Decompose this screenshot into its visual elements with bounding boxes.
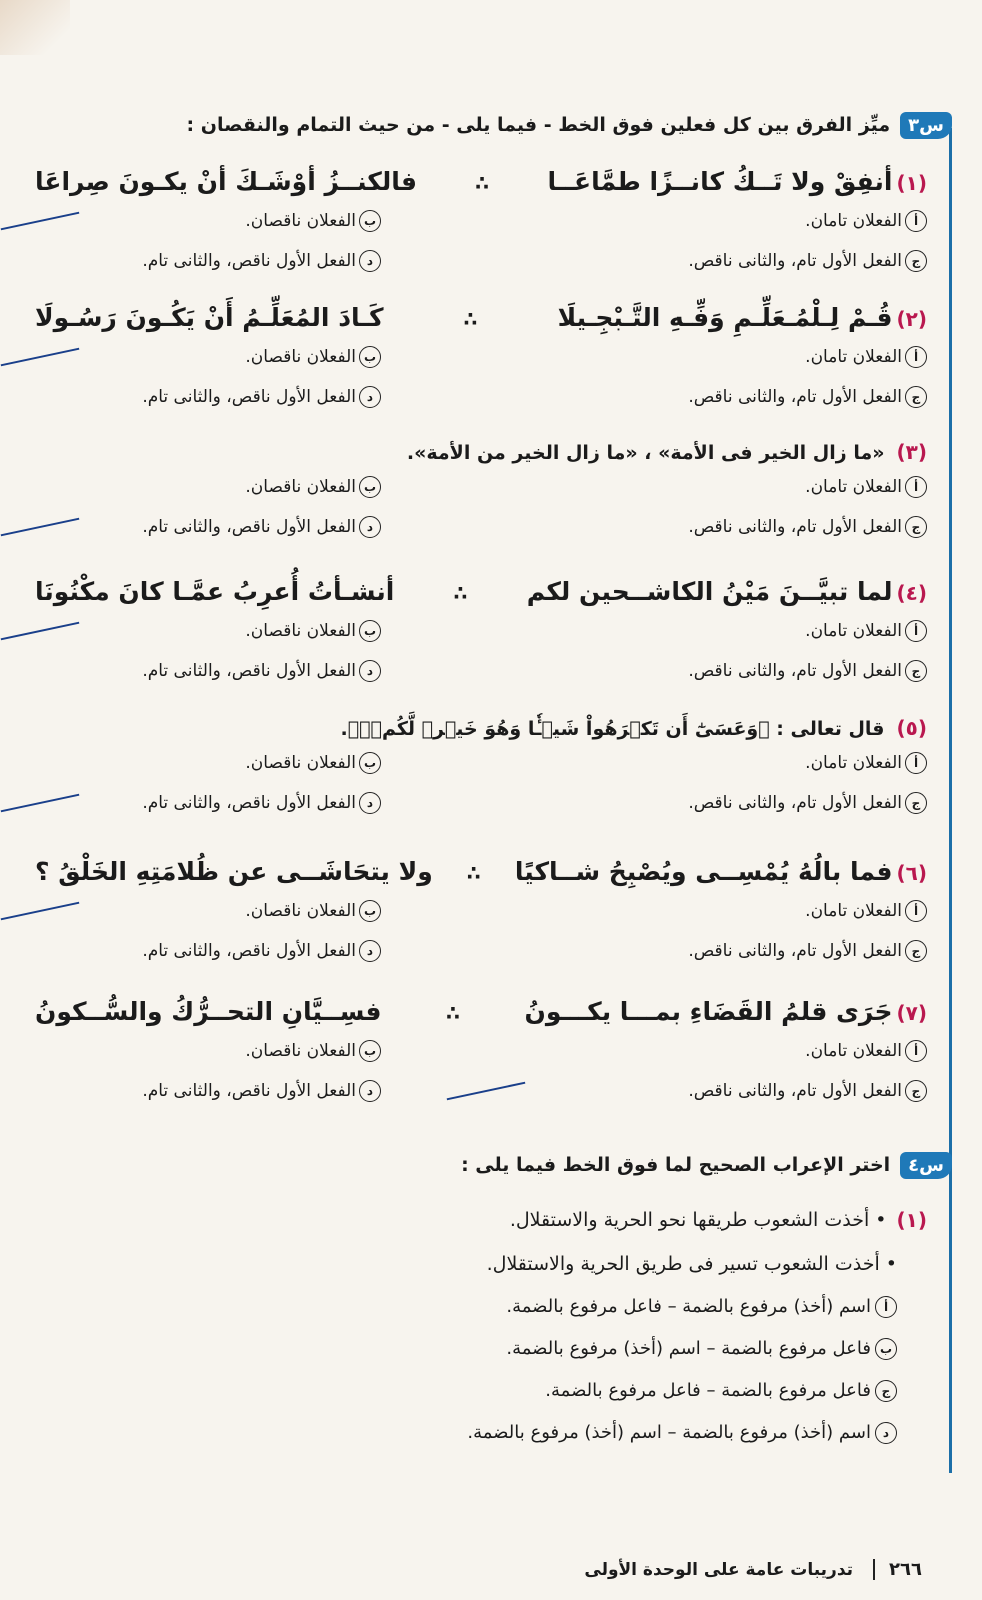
option-letter: أ (905, 752, 927, 774)
q3-option-c-text: الفعل الأول تام، والثانى ناقص. (688, 517, 902, 537)
q3-option-c-text: الفعل الأول تام، والثانى ناقص. (688, 941, 902, 961)
option-letter: ب (359, 620, 381, 642)
verse-hemistich-2: ولا يتحَاشَــى عن ظُلامَتِهِ الخَلْقُ ؟ (35, 857, 433, 886)
q3-option-a[interactable] (481, 618, 927, 644)
q3-item (35, 990, 927, 1104)
q3-item-number: (٥) (896, 716, 927, 740)
q3-options (35, 344, 927, 410)
q3-option-c[interactable] (481, 790, 927, 816)
q3-option-a-text: الفعلان تامان. (805, 901, 902, 921)
paper-corner (0, 0, 70, 55)
q3-option-a-text: الفعلان تامان. (805, 347, 902, 367)
q4-option-a-text: اسم (أخذ) مرفوع بالضمة – فاعل مرفوع بالضمة. (506, 1296, 871, 1317)
q3-item (35, 434, 927, 540)
q3-options (35, 898, 927, 964)
option-letter: ب (359, 346, 381, 368)
q4-sentence-2-text: • أخذت الشعوب تسير فى طريق الحرية والاستقلال. (486, 1253, 897, 1275)
q4-option-d-text: اسم (أخذ) مرفوع بالضمة – اسم (أخذ) مرفوع بالضمة. (467, 1422, 871, 1443)
q3-option-b[interactable] (35, 1038, 481, 1064)
q3-option-d-text: الفعل الأول ناقص، والثانى تام. (142, 251, 356, 271)
q3-item-stem (35, 296, 927, 340)
option-letter: أ (905, 1040, 927, 1062)
q3-option-d[interactable] (35, 790, 481, 816)
q3-option-d[interactable] (35, 514, 481, 540)
pen-mark (1, 212, 80, 231)
q4-option-c-text: فاعل مرفوع بالضمة – فاعل مرفوع بالضمة. (545, 1380, 871, 1401)
option-letter: د (359, 660, 381, 682)
q3-option-a-text: الفعلان تامان. (805, 1041, 902, 1061)
q3-option-a-text: الفعلان تامان. (805, 211, 902, 231)
q3-options (35, 474, 927, 540)
page-number: ٢٦٦ (873, 1559, 922, 1580)
option-letter: د (875, 1422, 897, 1444)
therefore-symbol: ∴ (475, 171, 490, 195)
footer-label: تدريبات عامة على الوحدة الأولى (584, 1559, 854, 1580)
q3-option-b-text: الفعلان ناقصان. (245, 901, 356, 921)
q3-option-d-text: الفعل الأول ناقص، والثانى تام. (142, 661, 356, 681)
q3-option-a-text: الفعلان تامان. (805, 621, 902, 641)
q3-item-stem (35, 710, 927, 746)
verse-hemistich-2: أنشـأتُ أُعرِبُ عمَّـا كانَ مكْنُونَا (35, 577, 395, 606)
option-letter: ج (905, 1080, 927, 1102)
q4-header (461, 1148, 952, 1182)
option-letter: ج (905, 660, 927, 682)
q3-item (35, 570, 927, 684)
q3-item (35, 296, 927, 410)
q3-option-b[interactable] (35, 474, 481, 500)
q3-item-stem (35, 990, 927, 1034)
q3-item-number: (٣) (896, 440, 927, 464)
option-letter: ب (359, 900, 381, 922)
q3-options (35, 750, 927, 816)
q3-option-d-text: الفعل الأول ناقص، والثانى تام. (142, 793, 356, 813)
q3-option-a[interactable] (481, 474, 927, 500)
verse-hemistich-2: كَـادَ المُعَلِّـمُ أَنْ يَكُـونَ رَسُـولَا (35, 303, 384, 332)
q3-option-b-text: الفعلان ناقصان. (245, 1041, 356, 1061)
q4-sentence-1-text: • أخذت الشعوب طريقها نحو الحرية والاستقلال. (509, 1209, 887, 1231)
option-letter: د (359, 940, 381, 962)
q3-option-c-text: الفعل الأول تام، والثانى ناقص. (688, 251, 902, 271)
verse-hemistich-1: أنفِقْ ولا تَــكُ كانــزًا طمَّاعَــا (547, 167, 893, 196)
option-letter: د (359, 386, 381, 408)
q3-item-stem (35, 160, 927, 204)
q3-option-c[interactable] (481, 384, 927, 410)
q4-title: اختر الإعراب الصحيح لما فوق الخط فيما يلى : (461, 1154, 891, 1176)
q4-item (35, 1198, 927, 1454)
therefore-symbol: ∴ (453, 581, 468, 605)
q3-option-c-text: الفعل الأول تام، والثانى ناقص. (688, 387, 902, 407)
option-letter: أ (905, 620, 927, 642)
option-letter: أ (905, 210, 927, 232)
q3-item-number: (١) (896, 171, 927, 195)
q3-option-b-text: الفعلان ناقصان. (245, 347, 356, 367)
q3-option-c[interactable] (481, 658, 927, 684)
q4-badge: س٤ (900, 1152, 952, 1179)
q3-item (35, 160, 927, 274)
option-letter: د (359, 792, 381, 814)
q3-option-c[interactable] (481, 938, 927, 964)
q4-option-a[interactable] (35, 1286, 927, 1328)
q3-option-c-text: الفعل الأول تام، والثانى ناقص. (688, 661, 902, 681)
option-letter: أ (905, 900, 927, 922)
q3-option-d[interactable] (35, 938, 481, 964)
q3-options (35, 208, 927, 274)
q3-option-c[interactable] (481, 1078, 927, 1104)
q3-options (35, 1038, 927, 1104)
q3-item-number: (٧) (896, 1001, 927, 1025)
verse-hemistich-1: فما بالُهُ يُمْسِــى ويُصْبِحُ شــاكيًا (514, 857, 893, 886)
option-letter: ج (905, 386, 927, 408)
q3-option-d-text: الفعل الأول ناقص، والثانى تام. (142, 941, 356, 961)
q3-item (35, 710, 927, 816)
q3-option-b[interactable] (35, 344, 481, 370)
pen-mark (1, 518, 80, 537)
verse-hemistich-1: لما تبيَّــنَ مَيْنُ الكاشــحين لكم (526, 577, 893, 606)
q4-option-b[interactable] (35, 1328, 927, 1370)
q3-title: ميِّز الفرق بين كل فعلين فوق الخط - فيما يلى - من حيث التمام والنقصان : (186, 114, 891, 136)
q3-option-b[interactable] (35, 750, 481, 776)
q4-option-b-text: فاعل مرفوع بالضمة – اسم (أخذ) مرفوع بالضمة. (506, 1338, 871, 1359)
option-letter: ب (359, 752, 381, 774)
option-letter: ب (875, 1338, 897, 1360)
q3-option-b[interactable] (35, 618, 481, 644)
option-letter: ب (359, 476, 381, 498)
q3-option-a-text: الفعلان تامان. (805, 477, 902, 497)
q3-option-c[interactable] (481, 514, 927, 540)
option-letter: ج (875, 1380, 897, 1402)
q3-item-number: (٦) (896, 861, 927, 885)
option-letter: د (359, 250, 381, 272)
q3-option-b-text: الفعلان ناقصان. (245, 211, 356, 231)
pen-mark (1, 348, 80, 367)
q3-options (35, 618, 927, 684)
q3-option-d[interactable] (35, 1078, 481, 1104)
q3-option-b-text: الفعلان ناقصان. (245, 621, 356, 641)
therefore-symbol: ∴ (463, 307, 478, 331)
q3-option-a[interactable] (481, 1038, 927, 1064)
q3-item-number: (٢) (896, 307, 927, 331)
pen-mark (1, 902, 80, 921)
option-letter: ب (359, 210, 381, 232)
q3-header (187, 108, 952, 142)
option-letter: ج (905, 792, 927, 814)
q3-option-a[interactable] (481, 208, 927, 234)
q3-option-b-text: الفعلان ناقصان. (245, 753, 356, 773)
q3-option-a[interactable] (481, 344, 927, 370)
q4-item-number: (١) (896, 1208, 927, 1232)
option-letter: أ (875, 1296, 897, 1318)
q3-option-b[interactable] (35, 898, 481, 924)
q4-option-d[interactable] (35, 1412, 927, 1454)
option-letter: ب (359, 1040, 381, 1062)
verse-hemistich-2: فسِــيَّانِ التحــرُّكُ والسُّــكونُ (35, 997, 382, 1026)
q3-item-stem (35, 434, 927, 470)
q3-item-number: (٤) (896, 581, 927, 605)
option-letter: ج (905, 940, 927, 962)
option-letter: د (359, 1080, 381, 1102)
q3-option-d-text: الفعل الأول ناقص، والثانى تام. (142, 517, 356, 537)
q3-item-text: قال تعالى : ﴿وَعَسَىٰٓ أَن تَكۡرَهُواْ شَيۡـٔٗا وَهُوَ خَيۡرٞ لَّكُمۡۖ﴾. (340, 718, 885, 740)
option-letter: ج (905, 250, 927, 272)
option-letter: أ (905, 476, 927, 498)
pen-mark (1, 794, 80, 813)
q4-sentence-2 (35, 1242, 927, 1286)
verse-hemistich-1: قُـمْ لِـلْمُـعَلِّـمِ وَفِّـهِ التَّـبْجِـيلَا (557, 303, 893, 332)
q3-option-d[interactable] (35, 384, 481, 410)
q3-item (35, 850, 927, 964)
q3-option-d-text: الفعل الأول ناقص، والثانى تام. (142, 1081, 356, 1101)
q3-option-a[interactable] (481, 750, 927, 776)
q3-option-d-text: الفعل الأول ناقص، والثانى تام. (142, 387, 356, 407)
q3-item-stem (35, 850, 927, 894)
option-letter: د (359, 516, 381, 538)
q3-item-stem (35, 570, 927, 614)
q3-badge: س٣ (900, 112, 952, 139)
q3-option-d[interactable] (35, 658, 481, 684)
q3-option-b-text: الفعلان ناقصان. (245, 477, 356, 497)
q3-option-c[interactable] (481, 248, 927, 274)
margin-rule (949, 128, 952, 1473)
therefore-symbol: ∴ (446, 1001, 460, 1025)
pen-mark (1, 622, 80, 641)
option-letter: ج (905, 516, 927, 538)
q3-item-text: «ما زال الخير فى الأمة» ، «ما زال الخير من الأمة». (406, 442, 885, 464)
q3-option-c-text: الفعل الأول تام، والثانى ناقص. (688, 793, 902, 813)
therefore-symbol: ∴ (466, 861, 481, 885)
option-letter: أ (905, 346, 927, 368)
q3-option-a[interactable] (481, 898, 927, 924)
q3-option-b[interactable] (35, 208, 481, 234)
verse-hemistich-2: فالكنــزُ أوْشَـكَ أنْ يكـونَ صِراعَا (35, 167, 417, 196)
q3-option-c-text: الفعل الأول تام، والثانى ناقص. (688, 1081, 902, 1101)
verse-hemistich-1: جَرَى قلمُ القَضَاءِ بمـــا يكـــونُ (524, 997, 893, 1026)
q4-sentence-1 (35, 1198, 927, 1242)
page-footer (584, 1559, 922, 1580)
q3-option-a-text: الفعلان تامان. (805, 753, 902, 773)
q3-option-d[interactable] (35, 248, 481, 274)
q4-option-c[interactable] (35, 1370, 927, 1412)
